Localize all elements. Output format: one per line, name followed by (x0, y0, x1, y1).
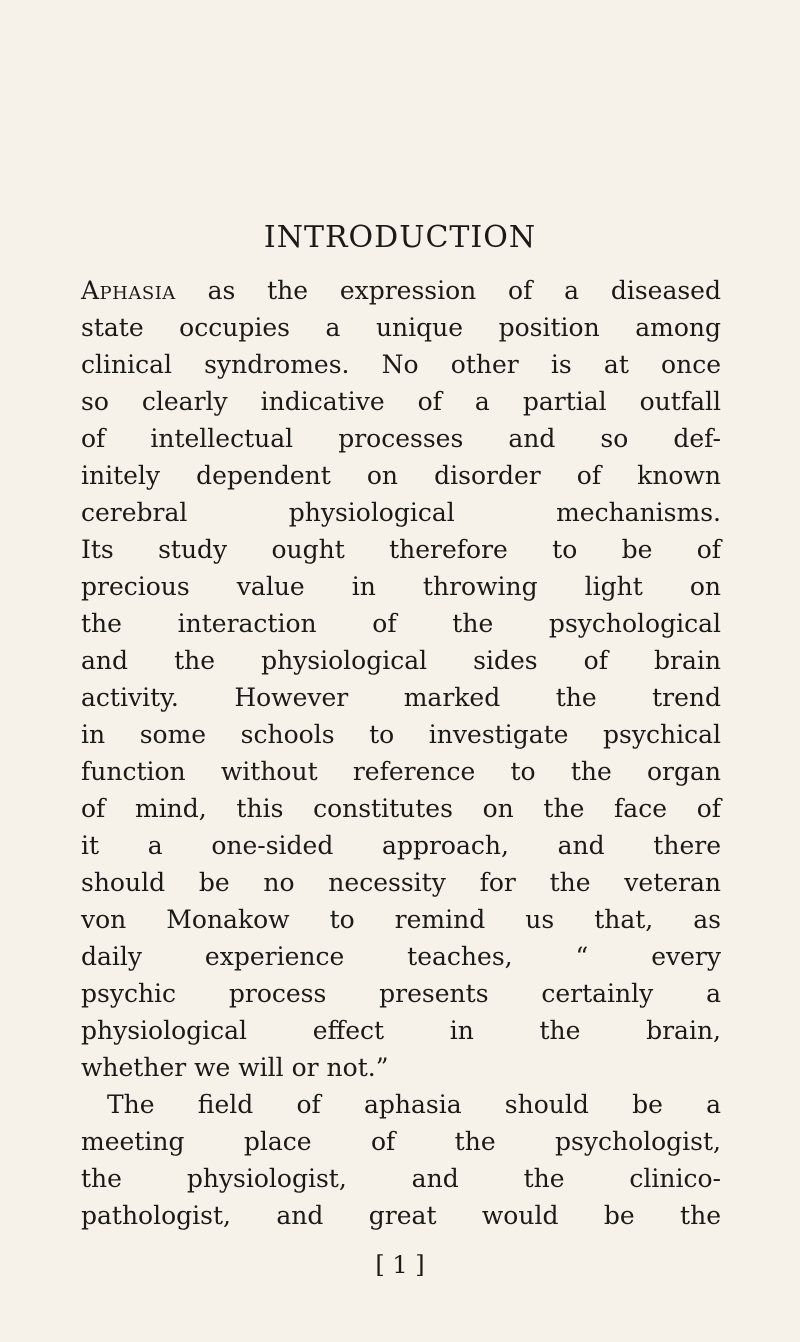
body-text (81, 272, 721, 1234)
page-number: [ 1 ] (375, 1251, 425, 1279)
chapter-heading: INTRODUCTION (263, 220, 537, 255)
text-line: activity. However marked the trend (81, 683, 721, 712)
text-line: should be no necessity for the veteran (81, 868, 721, 897)
text-line: The field of aphasia should be a (107, 1090, 721, 1119)
text-line: initely dependent on disorder of known (81, 461, 721, 490)
text-line: Its study ought therefore to be of (81, 535, 721, 564)
text-line: of mind, this constitutes on the face of (81, 794, 721, 823)
text-line: in some schools to investigate psychical (81, 720, 721, 749)
text-line: psychic process presents certainly a (81, 979, 721, 1008)
text-line: and the physiological sides of brain (81, 646, 721, 675)
lead-word: Aphasia (81, 276, 176, 305)
text-line: precious value in throwing light on (81, 572, 721, 601)
text-line: meeting place of the psychologist, (81, 1127, 721, 1156)
text-line: whether we will or not.” (81, 1053, 389, 1082)
text-line: of intellectual processes and so def- (81, 424, 721, 453)
text-line: the physiologist, and the clinico- (81, 1164, 721, 1193)
text-line: physiological effect in the brain, (81, 1016, 721, 1045)
text-line: pathologist, and great would be the (81, 1201, 721, 1230)
text-line: clinical syndromes. No other is at once (81, 350, 721, 379)
text-line (81, 272, 721, 309)
text-line: cerebral physiological mechanisms. (81, 498, 721, 527)
text-line-content: as the expression of a diseased (175, 276, 721, 305)
text-line: the interaction of the psychological (81, 609, 721, 638)
text-line: state occupies a unique position among (81, 313, 721, 342)
text-line: function without reference to the organ (81, 757, 721, 786)
text-line: daily experience teaches, “ every (81, 942, 721, 971)
text-line: so clearly indicative of a partial outfall (81, 387, 721, 416)
text-line: von Monakow to remind us that, as (81, 905, 721, 934)
text-line: it a one-sided approach, and there (81, 831, 721, 860)
